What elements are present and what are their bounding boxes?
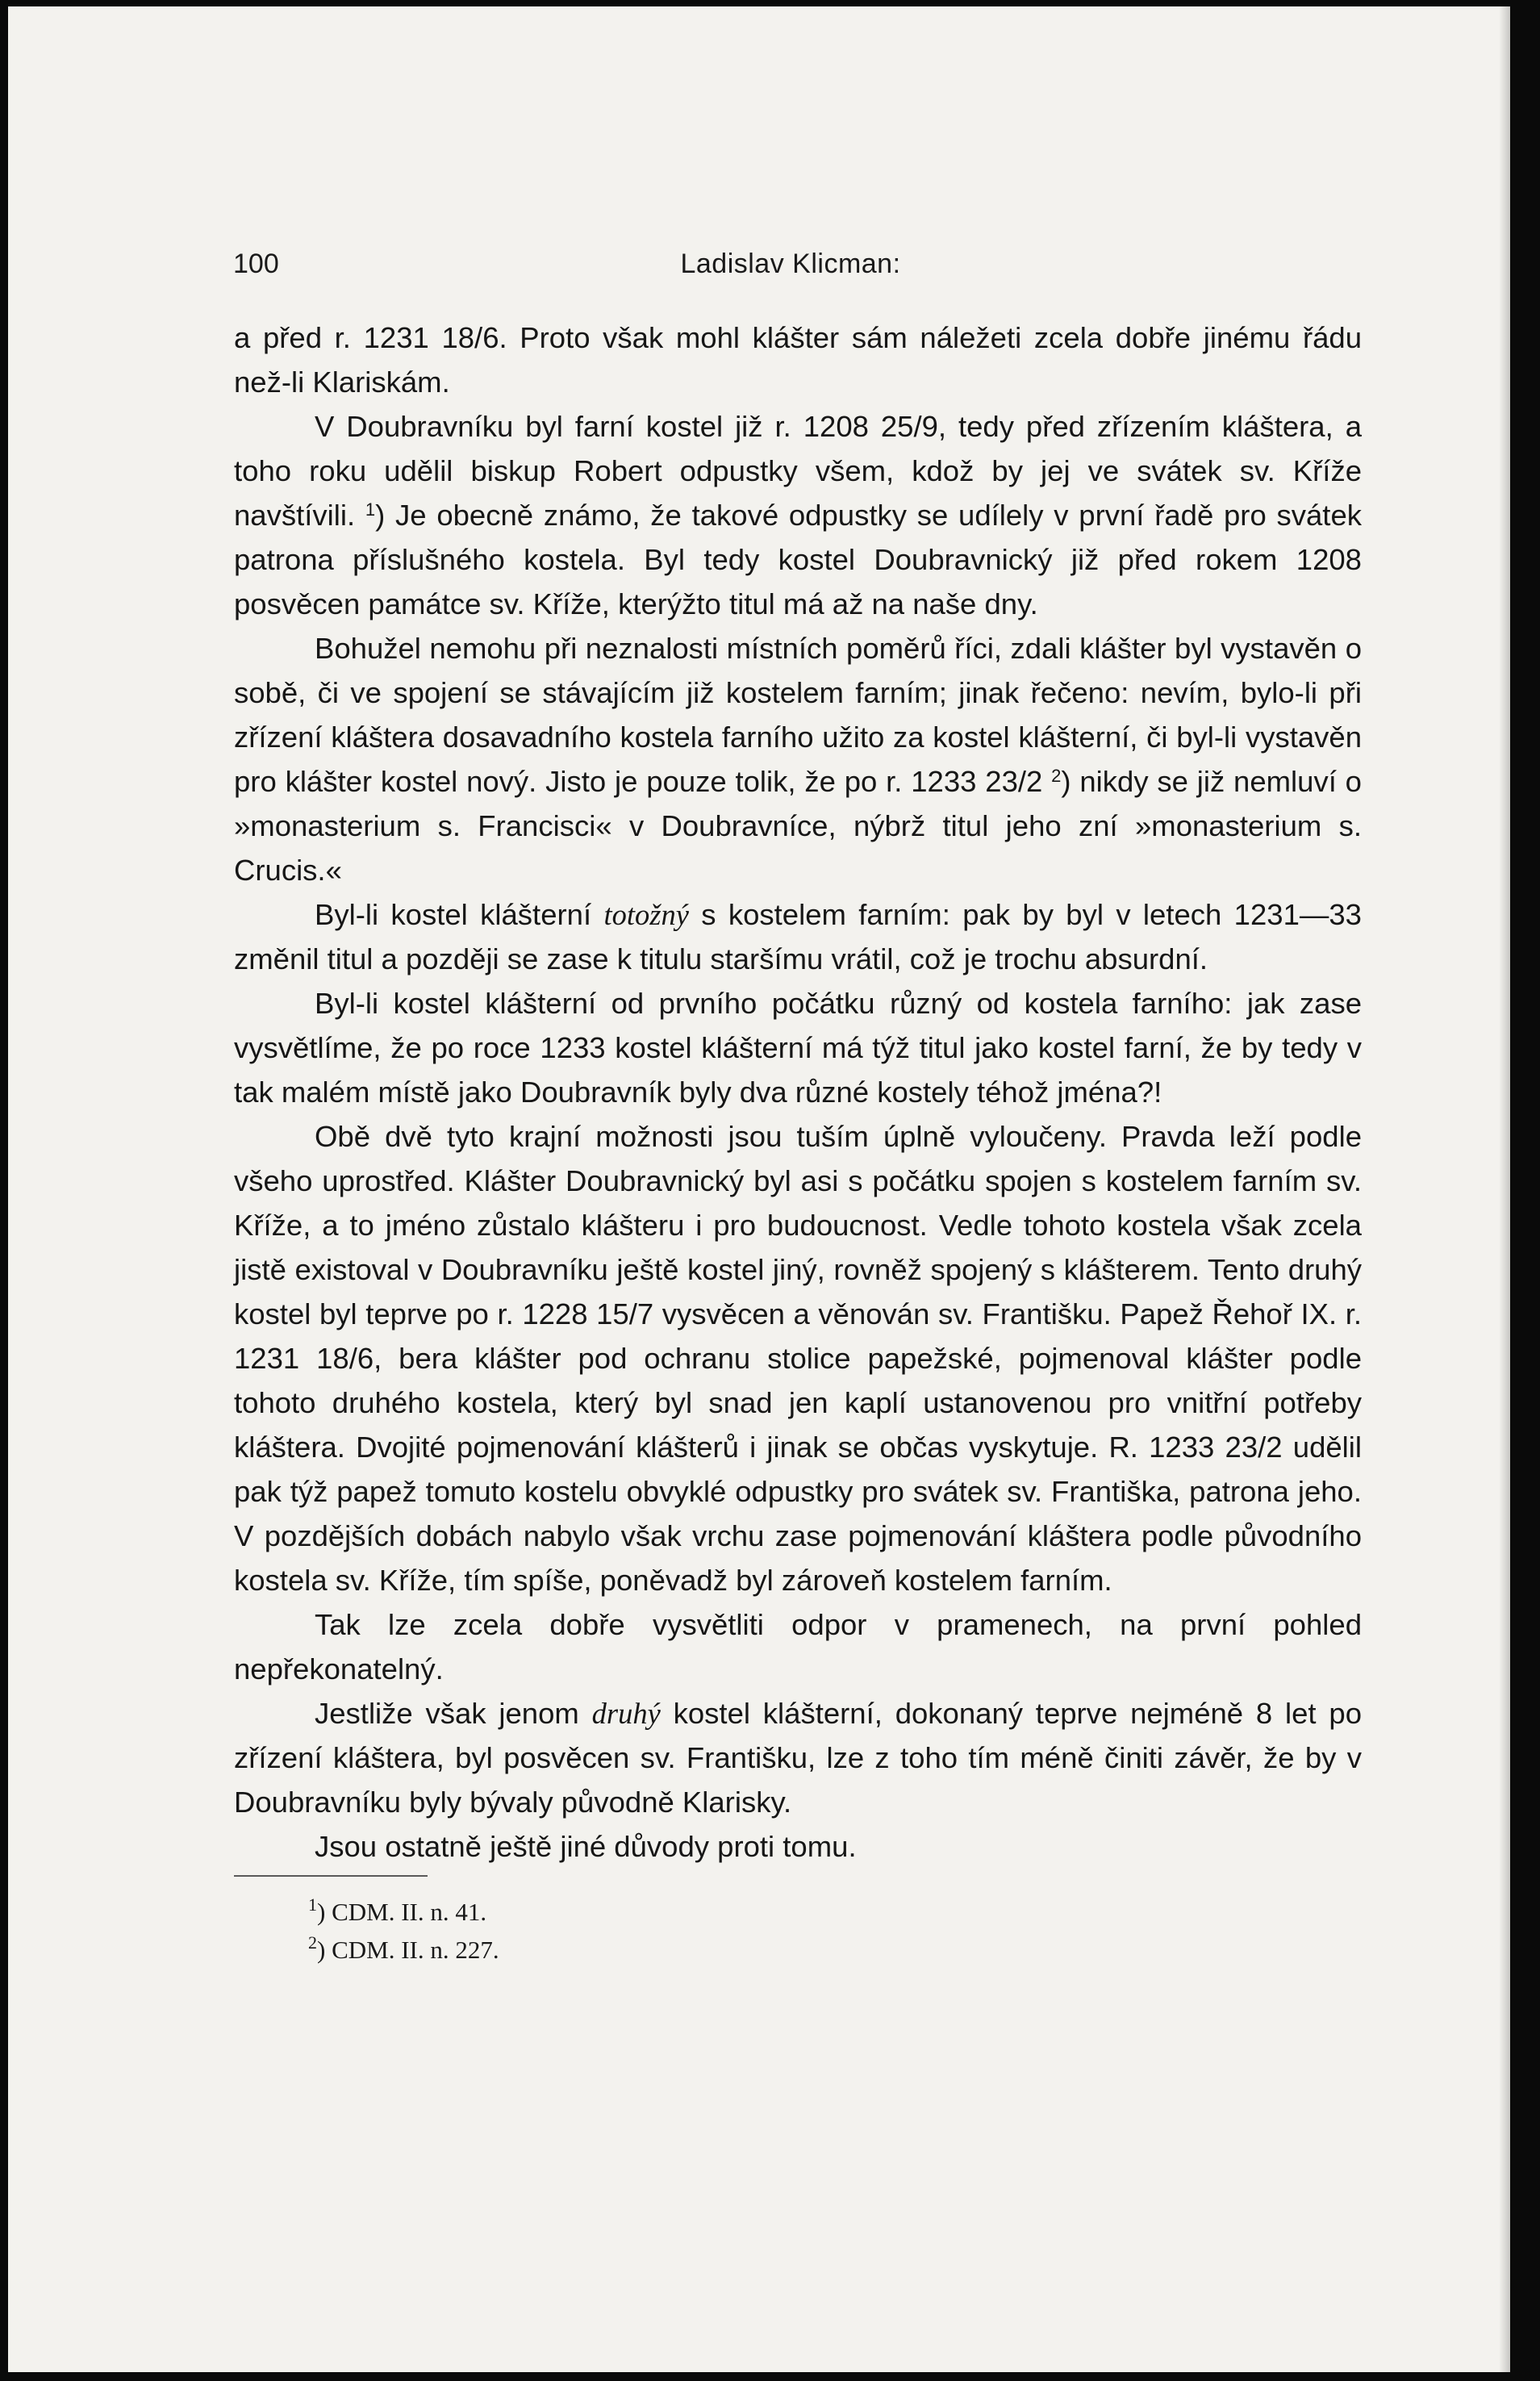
emphasis-totozny: totožný xyxy=(603,898,689,931)
running-title: Ladislav Klicman: xyxy=(680,249,901,279)
footnote-mark-1: 1 xyxy=(308,1894,317,1915)
paragraph-6: Obě dvě tyto krajní možnosti jsou tuším úplně vyloučeny. Pravda leží podle všeho uprostřed. Klášter Doubravnický byl asi s počátku spojen s kostelem farním sv. Kříže, a to jméno zůstalo klášteru i pro budoucnost. Vedle tohoto kostela však zcela jistě existoval v Doubravníku ještě kostel jiný, rovněž spojený s klášterem. Tento druhý kostel byl teprve po r. 1228 15/7 vysvěcen a věnován sv. Františku. Papež Řehoř IX. r. 1231 18/6, bera klášter pod ochranu stolice papežské, pojmenoval klášter podle tohoto druhého kostela, který byl snad jen kaplí ustanovenou pro vnitřní potřeby kláštera. Dvojité pojmenování klášterů i jinak se občas vyskytuje. R. 1233 23/2 udělil pak týž papež tomuto kostelu obvyklé odpustky pro svátek sv. Františka, patrona jeho. V pozdějších dobách nabylo však vrchu zase pojmenování kláštera podle původního kostela sv. Kříže, tím spíše, poněvadž byl zároveň kostelem farním. xyxy=(234,1120,1362,1597)
footnote-divider xyxy=(234,1875,428,1877)
paragraph-2 xyxy=(234,404,1362,626)
footnote-2 xyxy=(308,1931,499,1969)
footnote-ref-1: 1 xyxy=(365,499,376,520)
paragraph-3 xyxy=(234,626,1362,892)
paragraph-3-text: Bohužel nemohu při neznalosti místních poměrů říci, zdali klášter byl vystavěn o sobě, či ve spojení se stávajícím již kostelem farním; jinak řečeno: nevím, bylo-li při zřízení kláštera dosavadního kostela farního užito za kostel klášterní, či byl-li vystavěn pro klášter kostel nový. Jisto je pouze tolik, že po r. 1233 23/2 xyxy=(234,632,1362,798)
paragraph-2-text: V Doubravníku byl farní kostel již r. 1208 25/9, tedy před zřízením kláštera, a toho roku udělil biskup Robert odpustky všem, kdož by jej ve svátek sv. Kříže navštívili. xyxy=(234,410,1362,532)
footnote-1 xyxy=(308,1893,499,1931)
running-head xyxy=(222,242,1359,287)
paragraph-2-text-cont: ) Je obecně známo, že takové odpustky se udílely v první řadě pro svátek patrona příslušného kostela. Byl tedy kostel Doubravnický již před rokem 1208 posvěcen památce sv. Kříže, kterýžto titul má až na naše dny. xyxy=(234,499,1362,620)
paragraph-8-text: Jestliže však jenom xyxy=(315,1697,579,1730)
book-page xyxy=(8,6,1510,2372)
paragraph-4-text: Byl-li kostel klášterní xyxy=(315,898,592,931)
paragraph-1: a před r. 1231 18/6. Proto však mohl klášter sám náležeti zcela dobře jinému řádu než-li Klariskám. xyxy=(234,321,1362,399)
footnotes xyxy=(308,1893,499,1969)
footnote-mark-2: 2 xyxy=(308,1932,317,1953)
page-number: 100 xyxy=(233,249,279,279)
footnote-ref-2: 2 xyxy=(1051,766,1062,786)
paragraph-3-text-cont: ) nikdy se již nemluví o »monasterium s. Francisci« v Doubravníce, nýbrž titul jeho zní »monasterium s. Crucis.« xyxy=(234,765,1362,887)
footnote-text-2: ) CDM. II. n. 227. xyxy=(317,1936,499,1964)
paragraph-4-text-cont: s kostelem farním: pak by byl v letech 1231—33 změnil titul a později se zase k titulu staršímu vrátil, což je trochu absurdní. xyxy=(234,898,1362,975)
emphasis-druhy: druhý xyxy=(591,1697,661,1730)
paragraph-4 xyxy=(234,892,1362,981)
body-text xyxy=(234,315,1362,1869)
paragraph-8-text-cont: kostel klášterní, dokonaný teprve nejméně 8 let po zřízení kláštera, byl posvěcen sv. Františku, lze z toho tím méně činiti závěr, že by v Doubravníku byly bývaly původně Klarisky. xyxy=(234,1697,1362,1819)
paragraph-7: Tak lze zcela dobře vysvětliti odpor v pramenech, na první pohled nepřekonatelný. xyxy=(234,1608,1362,1685)
paragraph-5: Byl-li kostel klášterní od prvního počátku různý od kostela farního: jak zase vysvětlíme, že po roce 1233 kostel klášterní má týž titul jako kostel farní, že by tedy v tak malém místě jako Doubravník byly dva různé kostely téhož jména?! xyxy=(234,987,1362,1109)
paragraph-9: Jsou ostatně ještě jiné důvody proti tomu. xyxy=(315,1830,857,1863)
footnote-text-1: ) CDM. II. n. 41. xyxy=(317,1898,487,1926)
paragraph-8 xyxy=(234,1691,1362,1824)
